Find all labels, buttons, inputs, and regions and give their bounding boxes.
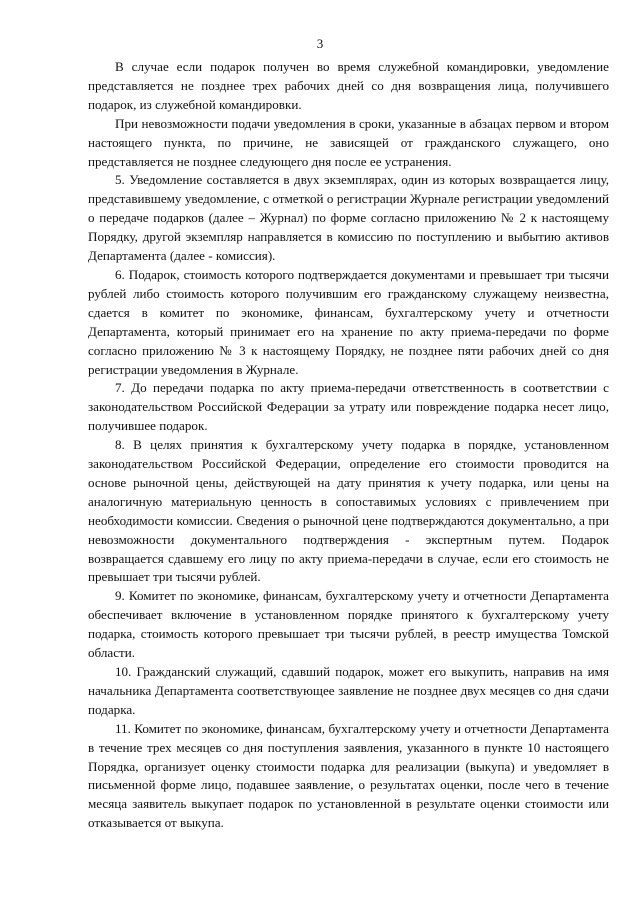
paragraph-item-5: 5. Уведомление составляется в двух экземплярах, один из которых возвращается лицу, представившему уведомление, с отметкой о регистрации Журнале регистрации уведомлений о передаче подарков (далее – Журнал) по форме согласно приложению № 2 к настоящему Порядку, другой экземпляр направляется в комиссию по поступлению и выбытию активов Департамента (далее - комиссия). [88,172,609,264]
paragraph-business-trip: В случае если подарок получен во время служебной командировки, уведомление представляется не позднее трех рабочих дней со дня возвращения лица, получившего подарок, из служебной командировки. [88,59,609,112]
paragraph-item-10: 10. Гражданский служащий, сдавший подарок, может его выкупить, направив на имя начальника Департамента соответствующее заявление не позднее двух месяцев со дня сдачи подарка. [88,664,609,717]
paragraph-item-11: 11. Комитет по экономике, финансам, бухгалтерскому учету и отчетности Департамента в течение трех месяцев со дня поступления заявления, указанного в пункте 10 настоящего Порядка, организует оценку стоимости подарка для реализации (выкупа) и уведомляет в письменной форме лицо, подавшее заявление, о результатах оценки, после чего в течение месяца заявитель выкупает подарок по установленной в результате оценки стоимости или отказывается от выкупа. [88,720,609,831]
page-number: 3 [316,36,324,51]
paragraph-item-9: 9. Комитет по экономике, финансам, бухгалтерскому учету и отчетности Департамента обеспечивает включение в установленном порядке принятого к бухгалтерскому учету подарка, стоимость которого превышает три тысячи рублей, в реестр имущества Томской области. [88,588,609,661]
document-body [88,58,609,833]
paragraph-item-7: 7. До передачи подарка по акту приема-передачи ответственность в соответствии с законодательством Российской Федерации за утрату или повреждение подарка несет лицо, получившее подарок. [88,380,609,434]
paragraph-item-8: 8. В целях принятия к бухгалтерскому учету подарка в порядке, установленном законодательством Российской Федерации, определение его стоимости проводится на основе рыночной цены, действующей на дату принятия к учету подарка, или цены на аналогичную материальную ценность в сопоставимых условиях с привлечением при необходимости комиссии. Сведения о рыночной цене подтверждаются документально, а при невозможности документального подтверждения - экспертным путем. Подарок возвращается сдавшему его лицу по акту приема-передачи в случае, если его стоимость не превышает три тысячи рублей. [88,437,609,585]
paragraph-notice-impossible: При невозможности подачи уведомления в сроки, указанные в абзацах первом и втором настоящего пункта, по причине, не зависящей от гражданского служащего, оно представляется не позднее следующего дня после ее устранения. [88,115,609,169]
paragraph-item-6: 6. Подарок, стоимость которого подтверждается документами и превышает три тысячи рублей либо стоимость которого получившим его гражданскому служащему неизвестна, сдается в комитет по экономике, финансам, бухгалтерскому учету и отчетности Департамента, который принимает его на хранение по акту приема-передачи по форме согласно приложению № 3 к настоящему Порядку, не позднее пяти рабочих дней со дня регистрации уведомления в Журнале. [88,266,609,377]
